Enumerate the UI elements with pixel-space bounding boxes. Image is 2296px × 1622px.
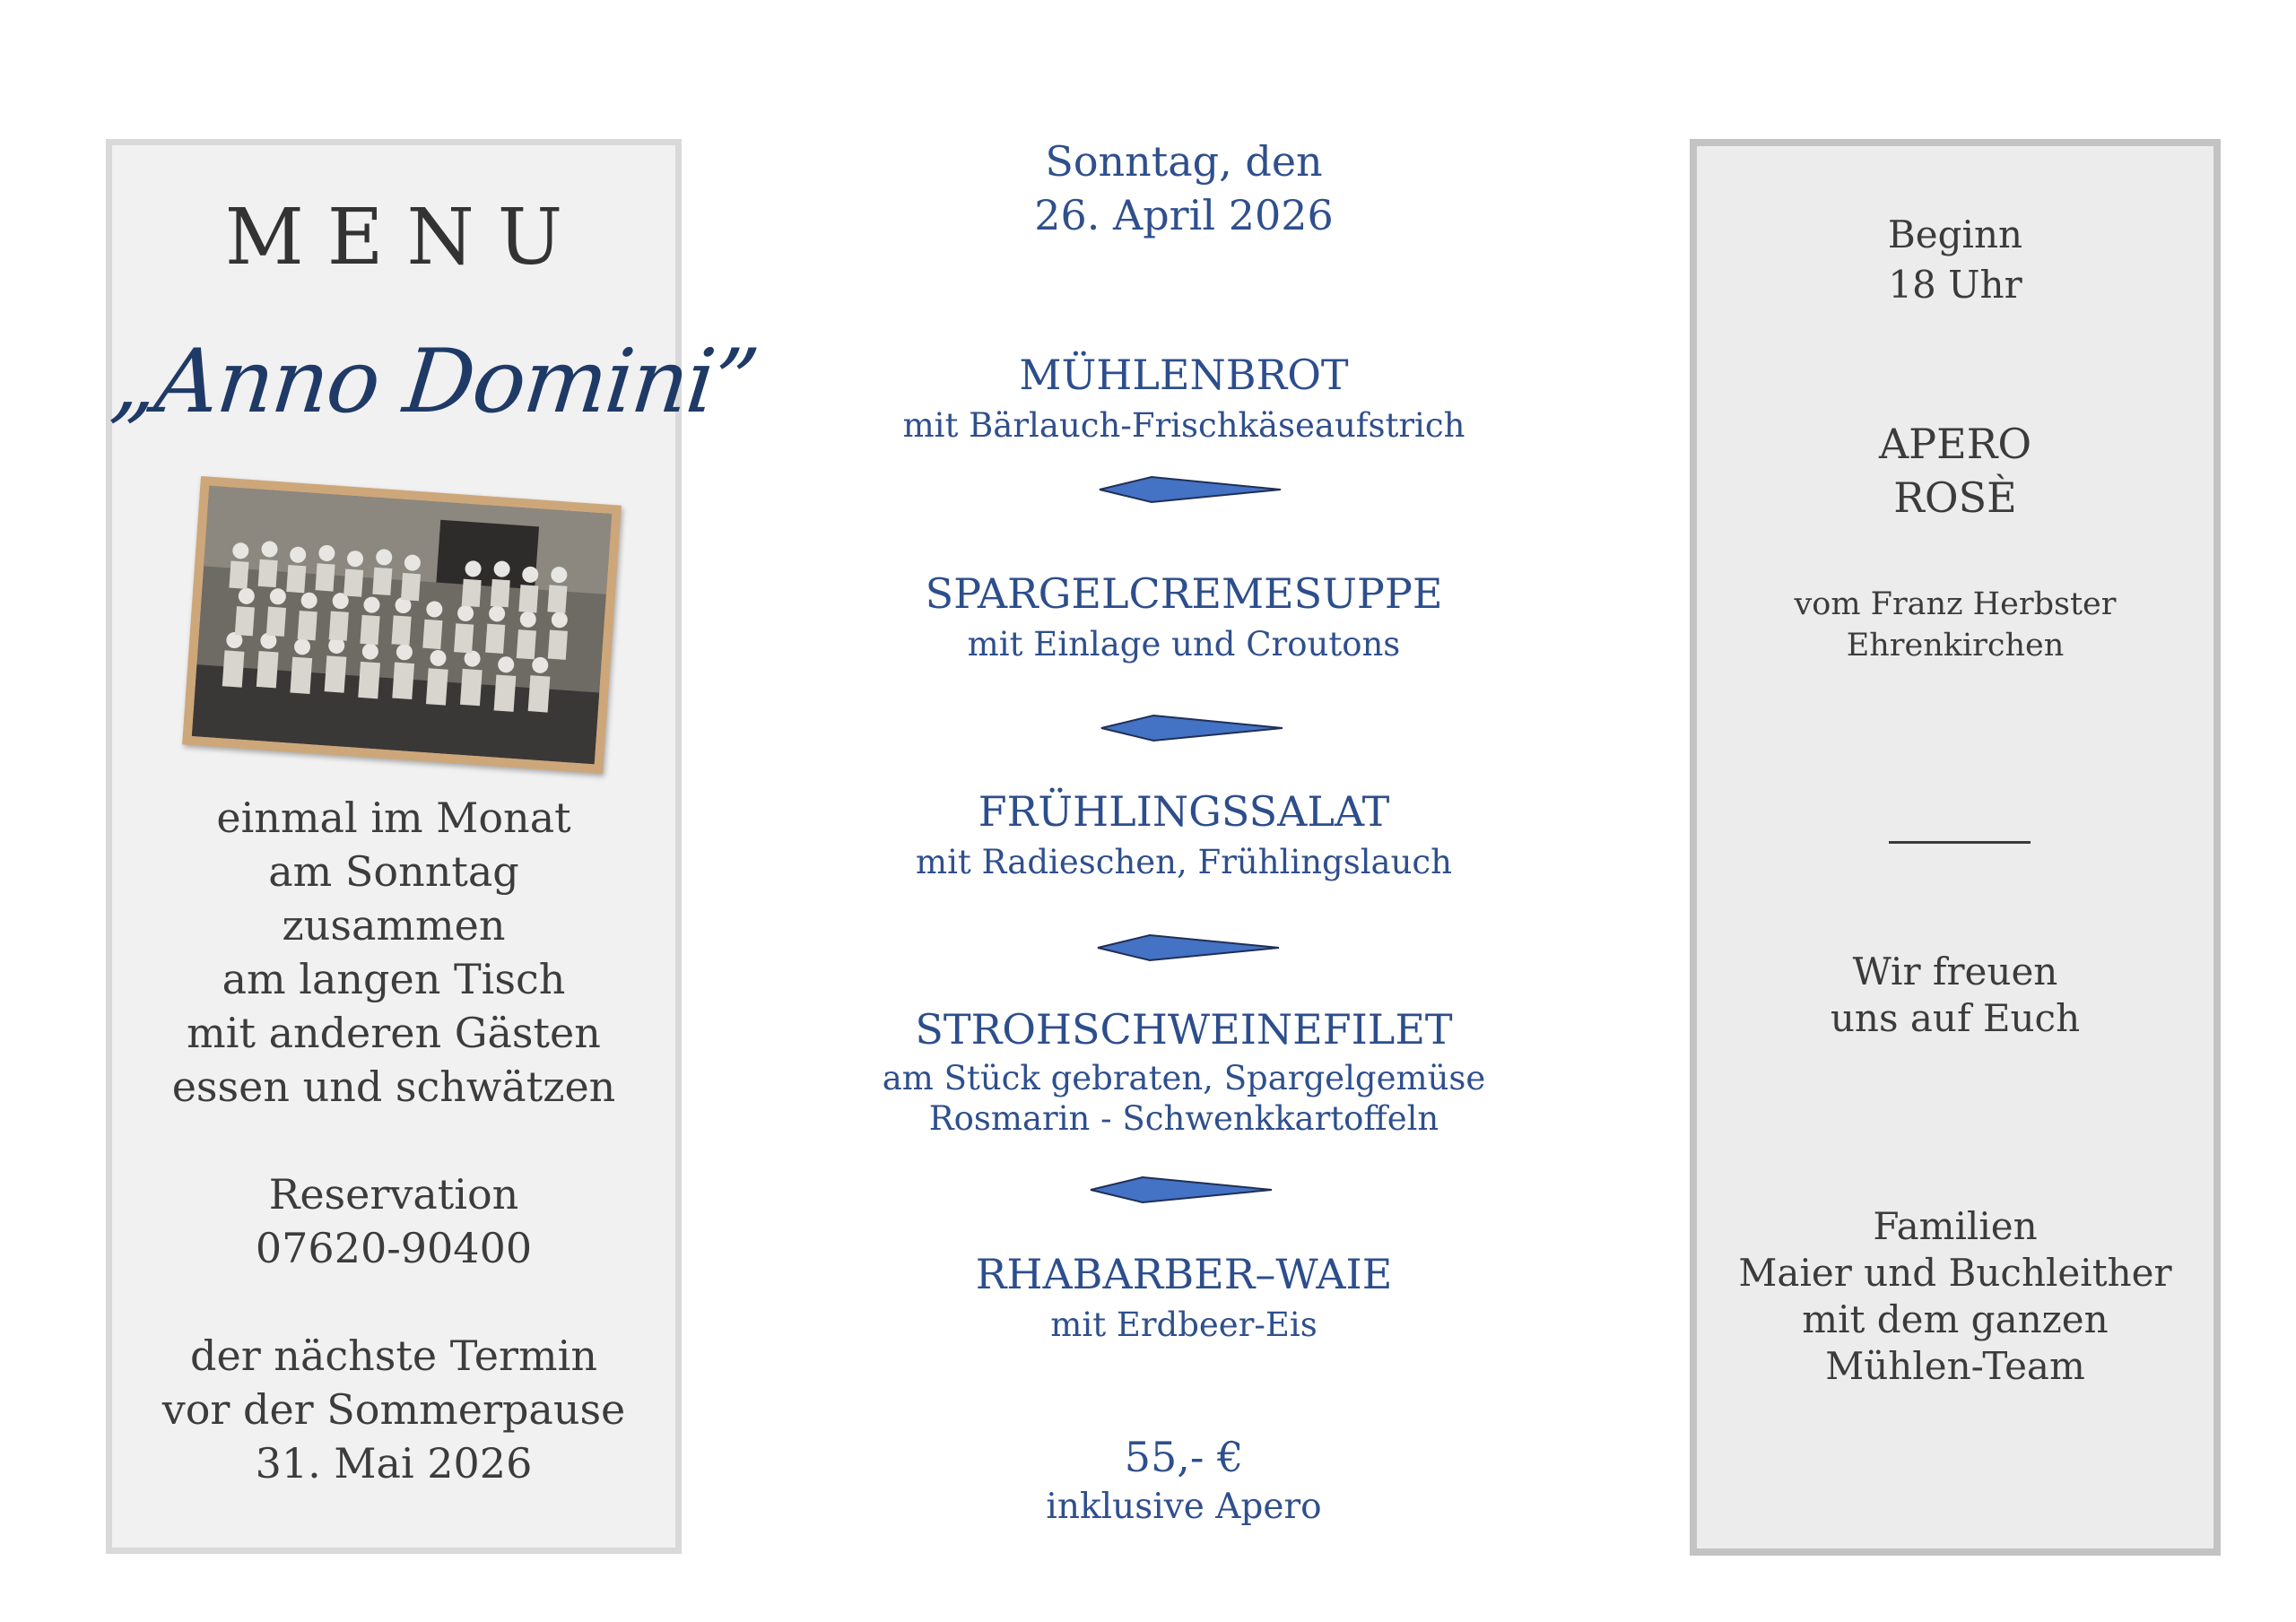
intro-line-2: am Sonntag [268,847,519,896]
reservation-label: Reservation [268,1170,519,1219]
begin-time: 18 Uhr [1888,263,2022,307]
reservation-phone: 07620-90400 [255,1224,533,1272]
course-3-desc: mit Radieschen, Frühlingslauch [916,843,1452,881]
event-date-line-2: 26. April 2026 [1034,191,1334,239]
course-divider-icon [1100,714,1283,742]
family-line-4: Mühlen-Team [1825,1344,2085,1388]
family-line-1: Familien [1873,1204,2038,1248]
next-date-line-3: 31. Mai 2026 [255,1439,533,1488]
event-date-line-1: Sonntag, den [1045,137,1323,186]
divider-line [1889,841,2031,844]
intro-line-4: am langen Tisch [222,955,566,1003]
price-note: inklusive Apero [1046,1487,1322,1527]
course-divider-icon [1098,475,1281,504]
family-line-3: mit dem ganzen [1802,1297,2109,1341]
winery-line-2: Ehrenkirchen [1846,628,2065,664]
welcome-line-1: Wir freuen [1852,950,2058,993]
intro-line-6: essen und schwätzen [171,1063,616,1111]
course-1-name: MÜHLENBROT [1019,351,1349,399]
apero-line-2: ROSÈ [1893,473,2017,522]
course-divider-icon [1096,933,1279,962]
course-5-desc: mit Erdbeer-Eis [1050,1305,1318,1344]
course-4-desc-2: Rosmarin - Schwenkkartoffeln [928,1099,1439,1138]
intro-line-1: einmal im Monat [216,794,571,842]
course-2-name: SPARGELCREMESUPPE [925,569,1443,618]
course-3-name: FRÜHLINGSSALAT [978,787,1390,836]
intro-line-5: mit anderen Gästen [187,1009,601,1057]
event-title: „Anno Domini” [107,331,762,433]
menu-title: MENU [224,193,587,282]
historic-group-photo [182,476,622,774]
next-date-line-2: vor der Sommerpause [161,1385,626,1434]
course-4-desc-1: am Stück gebraten, Spargelgemüse [882,1059,1486,1097]
right-panel [1690,139,2221,1556]
apero-line-1: APERO [1878,420,2032,468]
begin-label: Beginn [1887,213,2023,256]
course-1-desc: mit Bärlauch-Frischkäseaufstrich [902,406,1465,445]
welcome-line-2: uns auf Euch [1830,996,2081,1040]
course-5-name: RHABARBER–WAIE [975,1250,1393,1298]
course-divider-icon [1089,1175,1272,1204]
intro-line-3: zusammen [282,901,506,950]
price-amount: 55,- € [1124,1433,1244,1481]
left-panel [106,139,762,1554]
course-2-desc: mit Einlage und Croutons [967,625,1401,664]
family-line-2: Maier und Buchleither [1738,1251,2172,1295]
course-4-name: STROHSCHWEINEFILET [915,1005,1453,1054]
next-date-line-1: der nächste Termin [190,1331,597,1380]
winery-line-1: vom Franz Herbster [1794,586,2117,622]
